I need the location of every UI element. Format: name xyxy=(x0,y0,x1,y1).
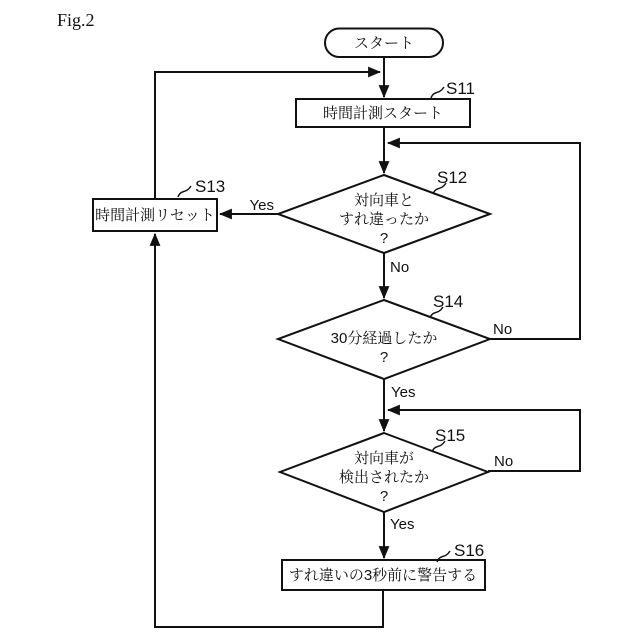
s12-label-line2: すれ違ったか xyxy=(338,211,430,228)
figure-label: Fig.2 xyxy=(57,10,95,30)
s13-step-id: S13 xyxy=(195,177,226,196)
s15-yes-label: Yes xyxy=(390,516,415,533)
s12-no-label: No xyxy=(390,259,410,276)
s11-leader-squiggle xyxy=(431,87,444,98)
s14-step-id: S14 xyxy=(433,292,464,311)
s15-no-label: No xyxy=(494,453,514,470)
s13-leader-squiggle xyxy=(178,186,191,197)
s14-yes-label: Yes xyxy=(391,384,416,401)
s14-label-line1: 30分経過したか xyxy=(330,330,438,347)
s13-label: 時間計測リセット xyxy=(95,207,215,224)
s12-label-line1: 対向車と xyxy=(353,192,415,209)
s11-step-id: S11 xyxy=(446,79,475,98)
s12-label-line3: ? xyxy=(379,230,389,247)
start-label: スタート xyxy=(353,35,415,52)
s15-label-line2: 検出されたか xyxy=(338,469,430,486)
s15-label-line1: 対向車が xyxy=(353,450,415,467)
s16-step-id: S16 xyxy=(454,541,485,560)
s14-label-line2: ? xyxy=(379,349,389,366)
s12-step-id: S12 xyxy=(437,168,468,187)
s15-label-line3: ? xyxy=(379,488,389,505)
s14-no-label: No xyxy=(493,321,513,338)
s15-step-id: S15 xyxy=(435,426,466,445)
s16-label: すれ違いの3秒前に警告する xyxy=(288,567,478,584)
s11-label: 時間計測スタート xyxy=(322,105,444,122)
edge-s13-to-s11-merge xyxy=(155,72,380,199)
s12-yes-label: Yes xyxy=(249,197,274,214)
